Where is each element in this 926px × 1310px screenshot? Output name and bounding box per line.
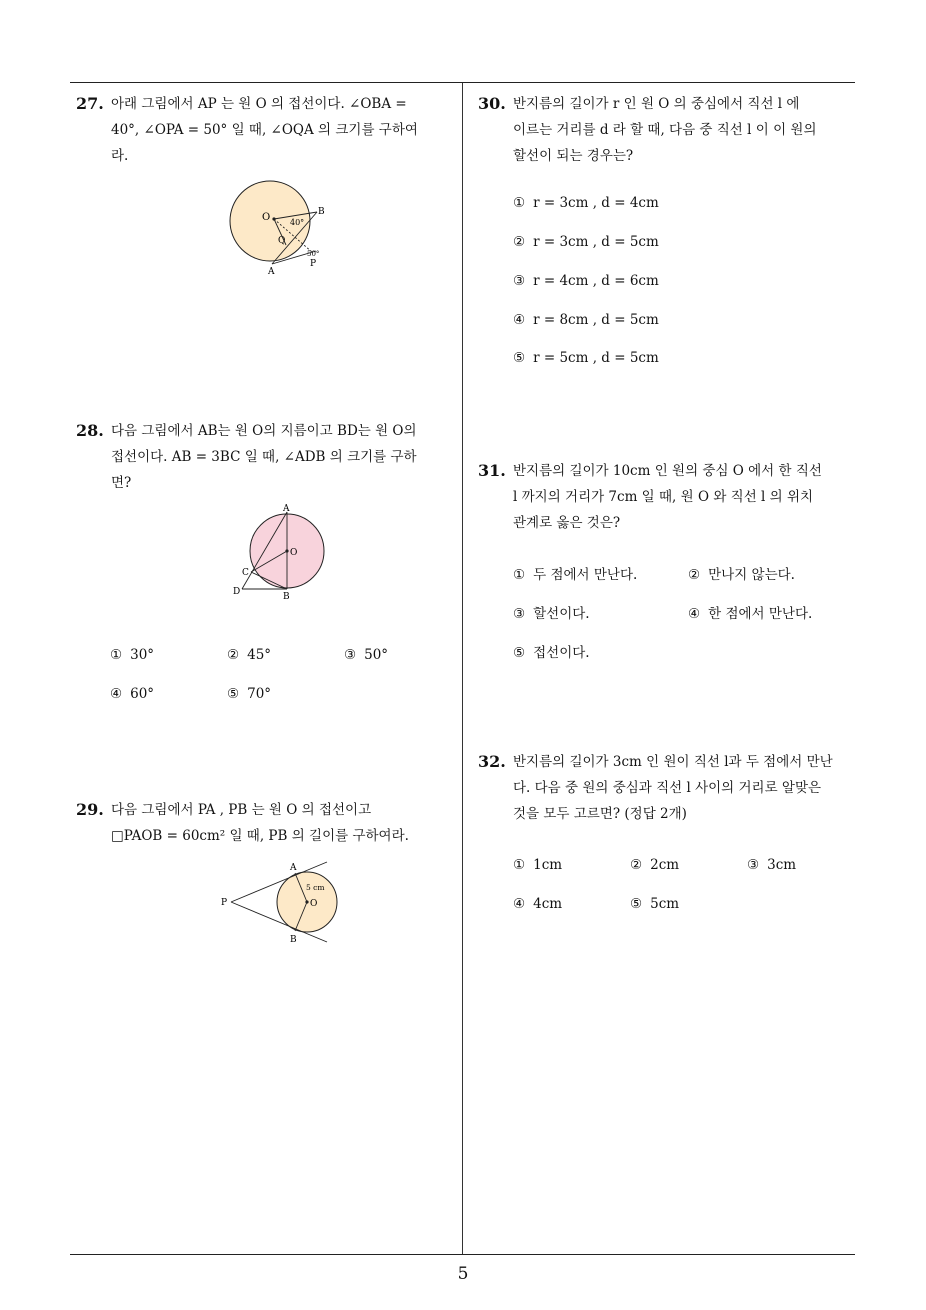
choice-mark: ③: [344, 647, 357, 663]
question-number: 27.: [76, 94, 104, 113]
choice-2[interactable]: [688, 563, 795, 583]
label-o: O: [310, 899, 318, 909]
label-p: P: [310, 259, 317, 269]
choice-3[interactable]: [513, 273, 659, 289]
choice-1[interactable]: [513, 563, 637, 583]
label-b: B: [290, 935, 297, 945]
choice-4[interactable]: [513, 312, 659, 328]
label-o: O: [262, 212, 271, 223]
choice-5[interactable]: [630, 896, 679, 912]
question-32: [478, 749, 863, 827]
choice-mark: ④: [513, 896, 526, 912]
label-d: D: [233, 587, 241, 597]
question-line: 아래 그림에서 AP 는 원 O 의 접선이다. ∠OBA =: [111, 96, 407, 112]
label-p: P: [221, 898, 228, 908]
choice-mark: ③: [513, 606, 526, 622]
choice-text: 2cm: [650, 857, 680, 873]
choice-text: r = 3cm , d = 4cm: [533, 195, 659, 211]
question-line: 관계로 옳은 것은?: [513, 515, 621, 531]
choice-mark: ②: [227, 647, 240, 663]
choice-mark: ①: [110, 647, 123, 663]
question-line: 다음 그림에서 PA , PB 는 원 O 의 접선이고: [111, 802, 372, 818]
question-line: 면?: [111, 475, 132, 491]
choice-4[interactable]: [110, 686, 154, 702]
question-line: 라.: [111, 148, 129, 164]
figure-29-tangents-diagram: [215, 856, 340, 948]
choice-mark: ④: [110, 686, 123, 702]
question-line: 이르는 거리를 d 라 할 때, 다음 중 직선 l 이 이 원의: [513, 122, 817, 138]
choice-3[interactable]: [747, 857, 796, 873]
question-number: 28.: [76, 421, 104, 440]
figure-28-diameter-diagram: [228, 502, 332, 604]
choice-mark: ②: [513, 234, 526, 250]
choice-mark: ⑤: [227, 686, 240, 702]
question-number: 29.: [76, 800, 104, 819]
choice-mark: ①: [513, 195, 526, 211]
question-line: l 까지의 거리가 7cm 일 때, 원 O 와 직선 l 의 위치: [513, 489, 814, 505]
choice-text: 1cm: [533, 857, 563, 873]
label-q: Q: [278, 236, 286, 246]
choice-text: 70°: [247, 686, 272, 702]
choice-text: 50°: [364, 647, 389, 663]
choice-text: 한 점에서 만난다.: [708, 606, 813, 622]
question-number: 32.: [478, 752, 506, 771]
choice-1[interactable]: [513, 857, 562, 873]
question-line: 반지름의 길이가 10cm 인 원의 중심 O 에서 한 직선: [513, 463, 822, 479]
choice-4[interactable]: [513, 896, 562, 912]
question-line: 40°, ∠OPA = 50° 일 때, ∠OQA 의 크기를 구하여: [111, 122, 418, 138]
question-30: [478, 91, 863, 169]
choice-text: r = 8cm , d = 5cm: [533, 312, 659, 328]
choice-text: r = 4cm , d = 6cm: [533, 273, 659, 289]
choice-5[interactable]: [513, 641, 590, 661]
question-line: 다. 다음 중 원의 중심과 직선 l 사이의 거리로 알맞은: [513, 780, 822, 796]
center-point: [305, 900, 308, 903]
label-b: B: [283, 592, 290, 602]
choice-text: 45°: [247, 647, 272, 663]
label-a: A: [290, 863, 297, 873]
choice-mark: ⑤: [513, 645, 526, 661]
choice-text: r = 5cm , d = 5cm: [533, 350, 659, 366]
question-line: 접선이다. AB = 3BC 일 때, ∠ADB 의 크기를 구하: [111, 449, 417, 465]
choice-mark: ①: [513, 857, 526, 873]
column-divider: [462, 83, 463, 1255]
question-28: [76, 418, 461, 496]
choice-text: r = 3cm , d = 5cm: [533, 234, 659, 250]
choice-text: 30°: [130, 647, 155, 663]
choice-mark: ③: [513, 273, 526, 289]
center-point: [272, 217, 275, 220]
label-c: C: [242, 568, 249, 578]
choice-text: 두 점에서 만난다.: [533, 567, 638, 583]
choice-mark: ④: [513, 312, 526, 328]
choice-1[interactable]: [513, 195, 659, 211]
choice-text: 5cm: [650, 896, 680, 912]
choice-mark: ②: [630, 857, 643, 873]
label-b: B: [318, 207, 325, 217]
question-line: 반지름의 길이가 r 인 원 O 의 중심에서 직선 l 에: [513, 96, 800, 112]
figure-27-tangent-diagram: [222, 172, 340, 282]
choice-2[interactable]: [227, 647, 271, 663]
label-o: O: [290, 548, 298, 558]
choice-mark: ⑤: [630, 896, 643, 912]
question-line: 다음 그림에서 AB는 원 O의 지름이고 BD는 원 O의: [111, 423, 417, 439]
choice-3[interactable]: [513, 602, 590, 622]
choice-mark: ②: [688, 567, 701, 583]
choice-text: 3cm: [767, 857, 797, 873]
page-number: 5: [457, 1264, 469, 1284]
choice-text: 60°: [130, 686, 155, 702]
label-a: A: [283, 504, 290, 514]
choice-mark: ⑤: [513, 350, 526, 366]
question-line: 반지름의 길이가 3cm 인 원이 직선 l과 두 점에서 만난: [513, 754, 833, 770]
choice-5[interactable]: [227, 686, 271, 702]
choice-3[interactable]: [344, 647, 388, 663]
question-line: 것을 모두 고르면? (정답 2개): [513, 806, 687, 822]
question-line: 할선이 되는 경우는?: [513, 148, 634, 164]
choice-mark: ④: [688, 606, 701, 622]
choice-1[interactable]: [110, 647, 154, 663]
footer-rule: [70, 1254, 855, 1255]
choice-text: 할선이다.: [533, 606, 590, 622]
choice-mark: ③: [747, 857, 760, 873]
choice-2[interactable]: [630, 857, 679, 873]
question-number: 30.: [478, 94, 506, 113]
choice-5[interactable]: [513, 350, 659, 366]
question-29: [76, 797, 461, 849]
label-a: A: [268, 267, 275, 277]
choice-mark: ①: [513, 567, 526, 583]
question-27: [76, 91, 461, 169]
question-number: 31.: [478, 461, 506, 480]
choice-text: 만나지 않는다.: [708, 567, 795, 583]
center-point: [285, 549, 288, 552]
question-line: □PAOB = 60cm² 일 때, PB 의 길이를 구하여라.: [111, 828, 409, 844]
question-31: [478, 458, 863, 536]
choice-4[interactable]: [688, 602, 812, 622]
choice-text: 접선이다.: [533, 645, 590, 661]
choice-2[interactable]: [513, 234, 659, 250]
angle-50-label: 50°: [307, 250, 320, 258]
choice-text: 4cm: [533, 896, 563, 912]
radius-label: 5 cm: [306, 883, 325, 892]
angle-40-label: 40°: [290, 218, 305, 227]
